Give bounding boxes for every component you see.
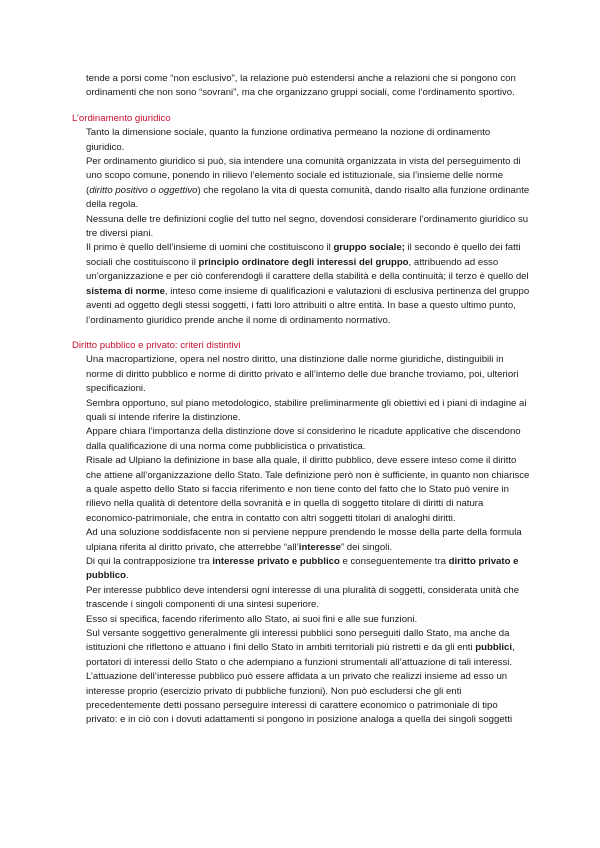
paragraph: Una macropartizione, opera nel nostro diritto, una distinzione dalle norme giuridiche, distinguibili in norme di diritto pubblico e norme di diritto privato e all’interno delle due branche troviamo, poi, ulteriori specificazioni. bbox=[86, 354, 519, 395]
section-heading-ordinamento: L’ordinamento giuridico bbox=[72, 112, 171, 124]
paragraph: Nessuna delle tre definizioni coglie del tutto nel segno, dovendosi considerare l’ordinamento giuridico su tre diversi piani. bbox=[86, 213, 529, 240]
paragraph: Sul versante soggettivo generalmente gli interessi pubblici sono perseguiti dallo Stato, ma anche da istituzioni che riflettono e attuano i fini dello Stato in ambiti territoriali più ristretti e da gli enti pubblici, portatori di interessi dello Stato o che adempiano a funzioni strumentali all’attuazione di tali interessi. bbox=[86, 628, 515, 668]
section-heading-diritto-pubblico-privato: Diritto pubblico e privato: criteri distintivi bbox=[72, 339, 241, 351]
paragraph: Di qui la contrapposizione tra interesse privato e pubblico e conseguentemente tra diritto privato e pubblico. bbox=[86, 556, 519, 582]
paragraph: Risale ad Ulpiano la definizione in base alla quale, il diritto pubblico, deve essere inteso come il diritto che attiene all’organizzazione dello Stato. Tale definizione però non è sufficiente, in quanto non chiarisce a quale aspetto dello Stato si faccia riferimento e non tiene conto del fatto che lo Stato può venire in rilievo nella qualità di detentore della sovranità e in quella di soggetto titolare di diritti di natura economico-patrimoniale, che entra in contatto con altri soggetti titolari di analoghi diritti. bbox=[86, 455, 530, 524]
paragraph: Per interesse pubblico deve intendersi ogni interesse di una pluralità di soggetti, considerata unità che trascende i singoli componenti di una sintesi superiore. bbox=[86, 584, 520, 611]
paragraph: L’attuazione dell’interesse pubblico può essere affidata a un privato che realizzi insieme ad esso un interesse proprio (esercizio privato di pubbliche funzioni). Non può escludersi che gli enti precedentemente detti possano perseguire interessi di carattere economico o patrimoniale di tipo privato: e in ciò con i dovuti adattamenti si pongono in posizione analoga a quella dei singoli soggetti bbox=[86, 671, 513, 726]
paragraph: Appare chiara l’importanza della distinzione dove si considerino le ricadute applicative che discendono dalla qualificazione di una norma come pubblicistica o privatistica. bbox=[86, 426, 521, 452]
paragraph: Esso si specifica, facendo riferimento allo Stato, ai suoi fini e alle sue funzioni. bbox=[86, 613, 418, 625]
paragraph: Ad una soluzione soddisfacente non si perviene neppure prendendo le mosse della parte della formula ulpiana riferita al diritto privato, che atterrebbe “all’interesse” dei singoli. bbox=[86, 527, 522, 553]
paragraph: Per ordinamento giuridico si può, sia intendere una comunità organizzata in vista del perseguimento di uno scopo comune, ponendo in rilievo l’elemento sociale ed istituzionale, sia l’insieme delle norme (diritto positivo o oggettivo) che regolano la vita di questa comunità, dando risalto alla funzione ordinante della regola. bbox=[86, 156, 530, 211]
paragraph: Sembra opportuno, sul piano metodologico, stabilire preliminarmente gli obiettivi ed i piani di indagine ai quali si intende riferire la distinzione. bbox=[86, 397, 527, 423]
paragraph: Il primo è quello dell’insieme di uomini che costituiscono il gruppo sociale; il secondo è quello dei fatti sociali che costituiscono il principio ordinatore degli interessi del gruppo, attribuendo ad esso un’organizzazione e per ciò conferendogli il carattere della stabilità e della continuità; il terzo è quello del sistema di norme, inteso come insieme di qualificazioni e valutazioni di esclusiva pertinenza del gruppo aventi ad oggetto degli stessi soggetti, i fatti loro attribuiti o altre entità. In base a questo ultimo punto, l’ordinamento giuridico prende anche il nome di ordinamento normativo. bbox=[86, 242, 530, 326]
paragraph: Tanto la dimensione sociale, quanto la funzione ordinativa permeano la nozione di ordinamento giuridico. bbox=[86, 127, 491, 153]
document-body bbox=[72, 72, 530, 728]
intro-paragraph: tende a porsi come “non esclusivo”, la relazione può estendersi anche a relazioni che si pongono con ordinamenti che non sono “sovrani”, ma che organizzano gruppi sociali, come l’ordinamento sportivo. bbox=[86, 73, 516, 99]
